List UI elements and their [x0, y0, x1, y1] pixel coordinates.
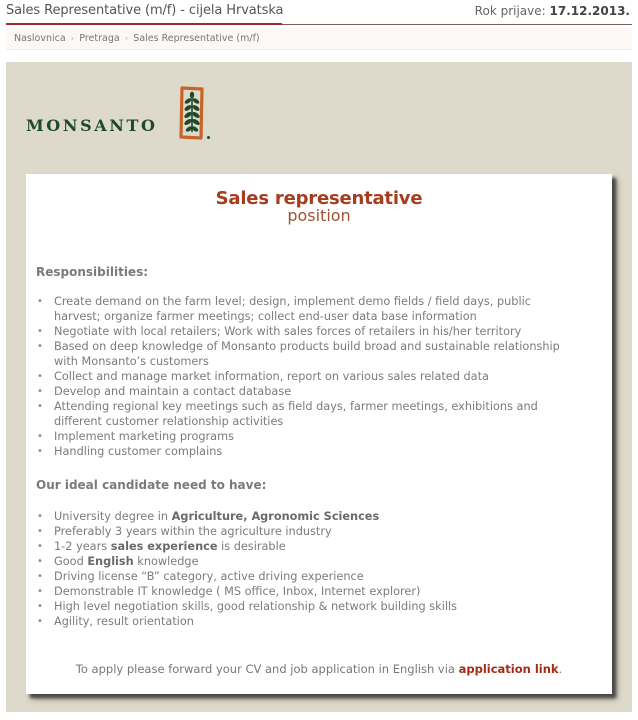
responsibilities-list: [36, 294, 576, 459]
deadline-value: 17.12.2013.: [549, 4, 630, 18]
page-title: Sales Representative (m/f) - cijela Hrvatska: [6, 3, 284, 18]
apply-instructions: To apply please forward your CV and job application in English via application link.: [75, 662, 563, 676]
list-item: • Driving license “B” category, active driving experience: [36, 569, 576, 584]
list-item: • Demonstrable IT knowledge ( MS office, Inbox, Internet explorer): [36, 584, 576, 599]
breadcrumb-search[interactable]: Pretraga: [79, 33, 120, 44]
list-item: • Agility, result orientation: [36, 614, 576, 629]
list-item: • Develop and maintain a contact database: [36, 384, 576, 399]
breadcrumb: [6, 28, 632, 50]
logo-wordmark: MONSANTO: [26, 116, 158, 135]
list-item: • University degree in Agriculture, Agronomic Sciences: [36, 509, 576, 524]
header-bar: [0, 0, 638, 26]
list-item: • Handling customer complains: [36, 444, 576, 459]
list-item: • Negotiate with local retailers; Work with sales forces of retailers in his/her territory: [36, 324, 576, 339]
application-link[interactable]: application link: [458, 662, 559, 676]
company-logo: [26, 82, 226, 152]
list-item: • High level negotiation skills, good relationship & network building skills: [36, 599, 576, 614]
list-item: • Preferably 3 years within the agriculture industry: [36, 524, 576, 539]
wheat-sprig-icon: [179, 86, 205, 140]
title-divider: [282, 24, 632, 25]
breadcrumb-current: Sales Representative (m/f): [133, 33, 260, 44]
list-item: • Attending regional key meetings such as field days, farmer meetings, exhibitions and different customer relationship activities: [36, 399, 576, 429]
list-item: • Collect and manage market information, report on various sales related data: [36, 369, 576, 384]
job-subtitle: position: [287, 206, 351, 225]
apply-text: To apply please forward your CV and job application in English via: [75, 662, 459, 676]
title-underline: [6, 23, 282, 25]
breadcrumb-separator: ›: [70, 34, 75, 44]
responsibilities-heading: Responsibilities:: [36, 265, 149, 279]
list-item: • Based on deep knowledge of Monsanto products build broad and sustainable relationship with Monsanto’s customers: [36, 339, 576, 369]
application-deadline: [475, 4, 630, 18]
list-item: • Implement marketing programs: [36, 429, 576, 444]
breadcrumb-separator: ›: [124, 34, 129, 44]
breadcrumb-home[interactable]: Naslovnica: [14, 33, 66, 44]
list-item: • 1-2 years sales experience is desirable: [36, 539, 576, 554]
job-ad-frame: [6, 62, 632, 712]
list-item: • Create demand on the farm level; design, implement demo fields / field days, public harvest; organize farmer meetings; collect end-user data base information: [36, 294, 576, 324]
candidate-list: [36, 509, 576, 629]
candidate-heading: Our ideal candidate need to have:: [36, 478, 267, 492]
job-description-card: [26, 174, 612, 694]
deadline-label: Rok prijave:: [474, 4, 546, 18]
registered-mark: [207, 136, 210, 139]
job-title: Sales representative: [215, 188, 423, 209]
list-item: • Good English knowledge: [36, 554, 576, 569]
